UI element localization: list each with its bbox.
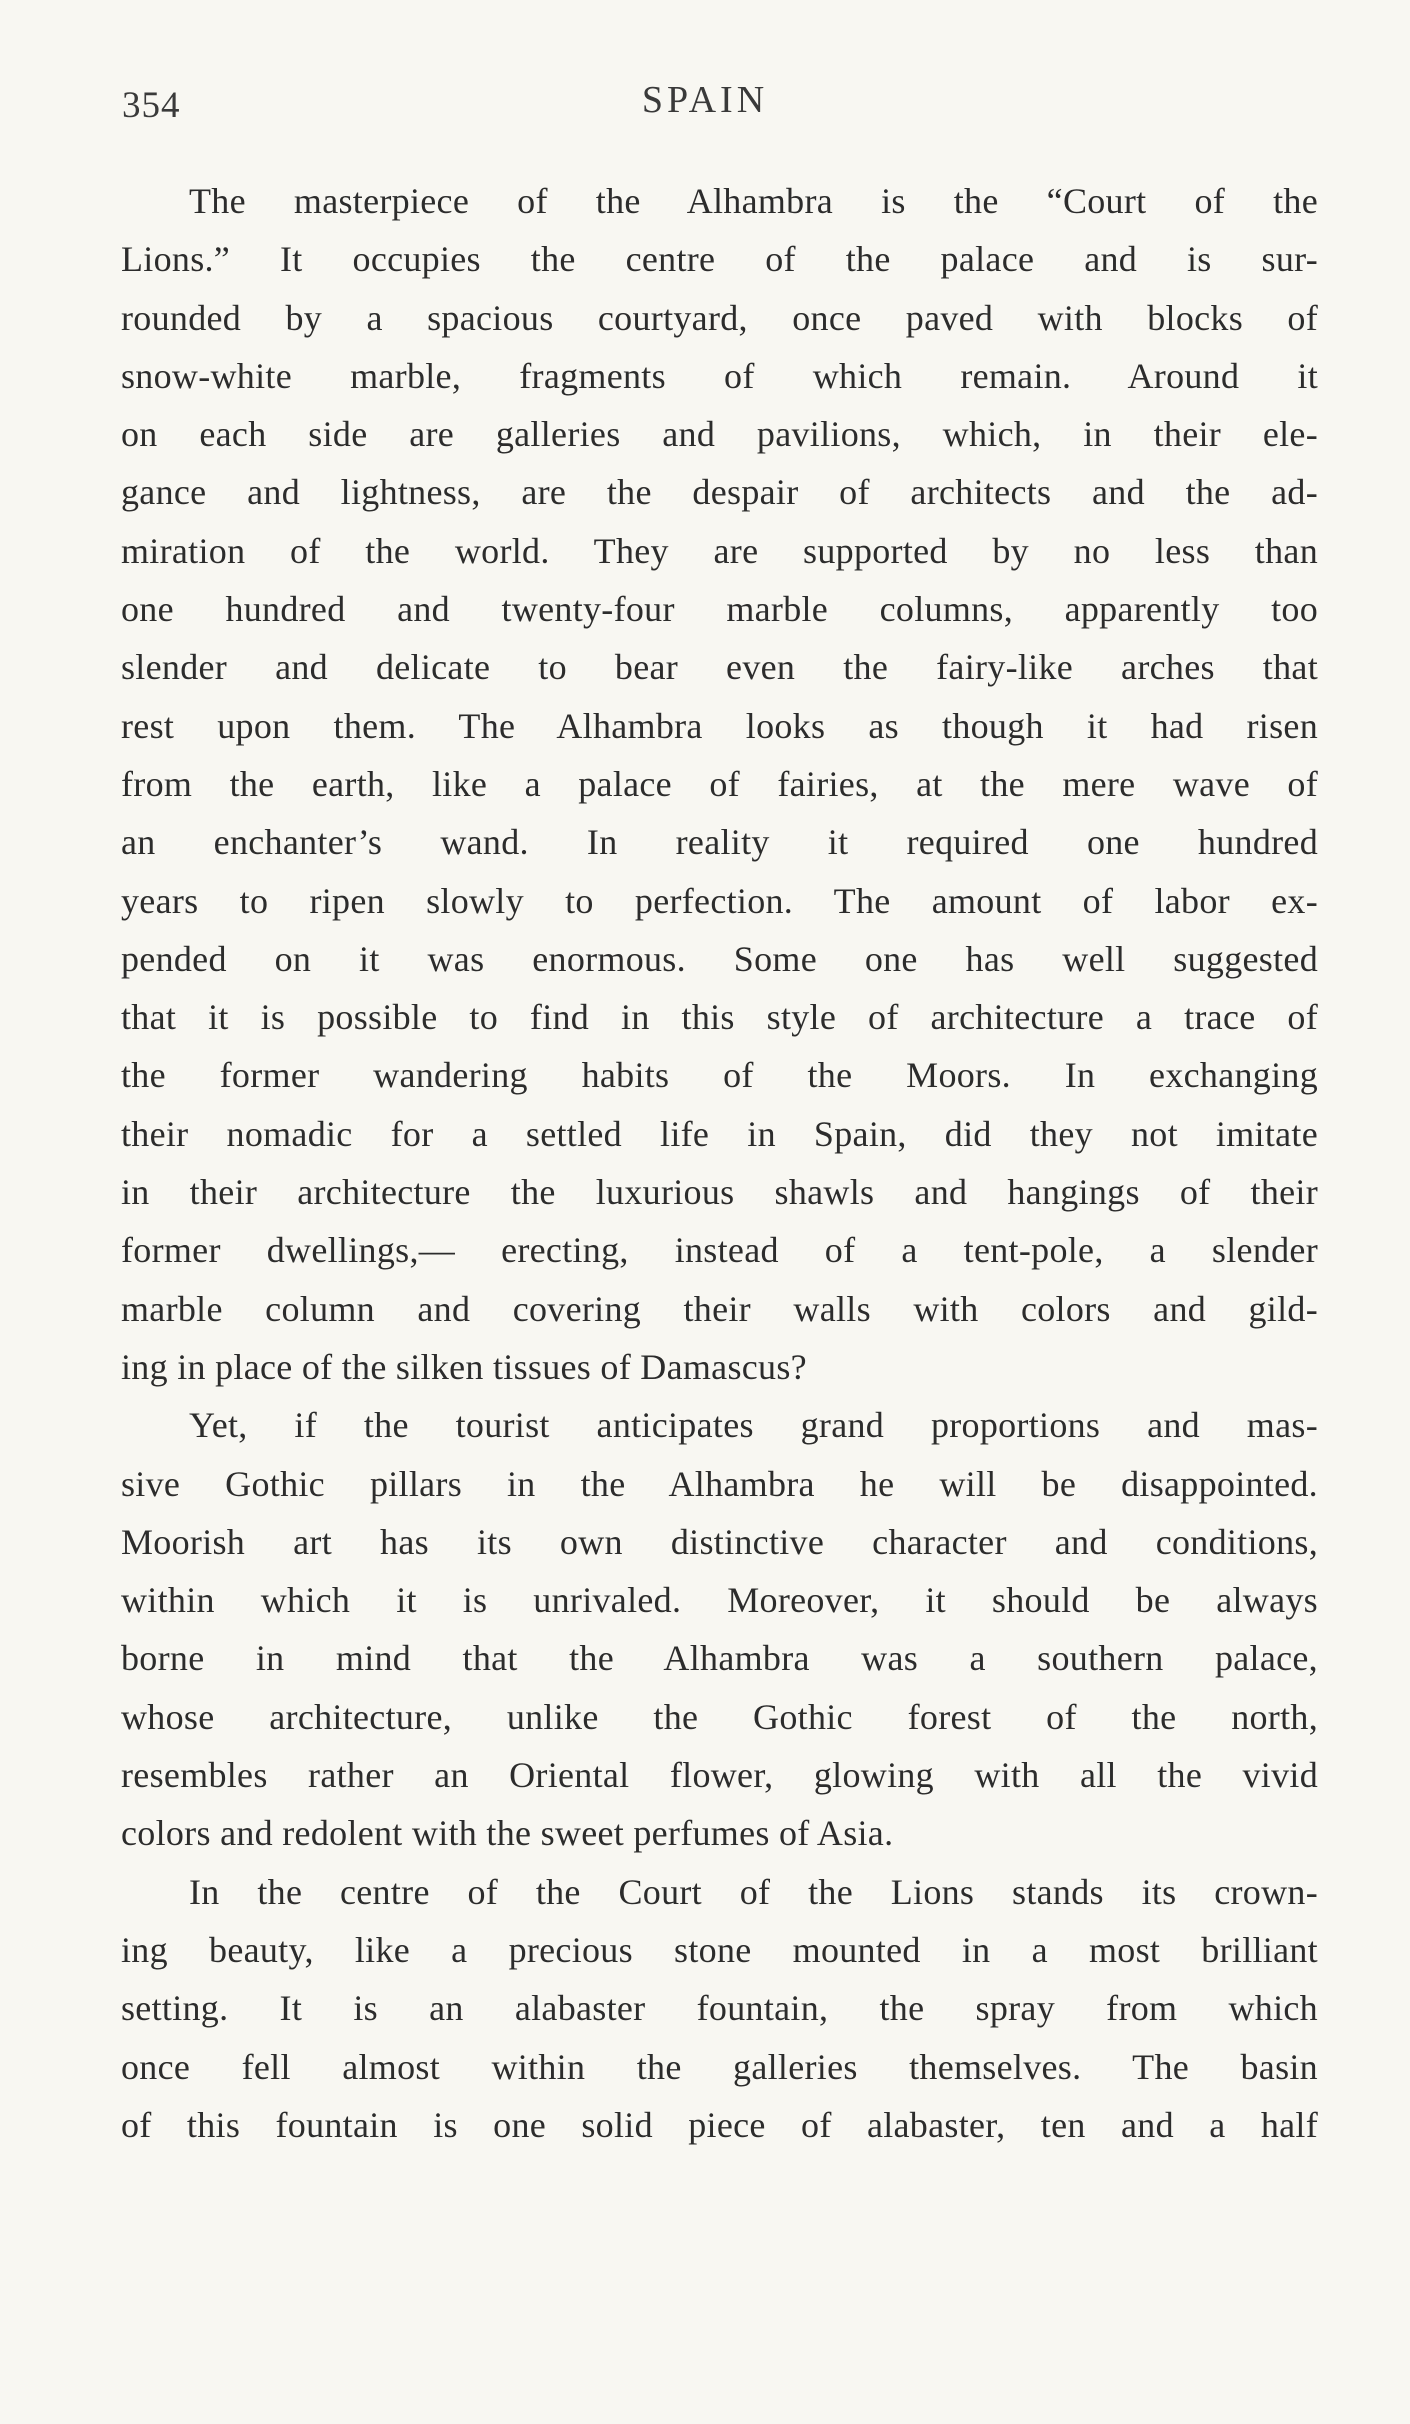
text-line: that it is possible to find in this style of architecture a trace of [121, 997, 1318, 1038]
text-line: former dwellings,— erecting, instead of a tent-pole, a slender [121, 1230, 1318, 1271]
text-line: setting. It is an alabaster fountain, the spray from which [121, 1988, 1318, 2029]
text-line: once fell almost within the galleries themselves. The basin [121, 2046, 1318, 2087]
text-line: Moorish art has its own distinctive character and conditions, [121, 1521, 1318, 1562]
text-line: ing in place of the silken tissues of Damascus? [121, 1346, 807, 1387]
running-head: SPAIN [641, 79, 769, 121]
text-line: within which it is unrivaled. Moreover, it should be always [121, 1580, 1318, 1621]
text-line: rounded by a spacious courtyard, once paved with blocks of [121, 297, 1318, 338]
text-line: marble column and covering their walls with colors and gild- [121, 1288, 1318, 1329]
text-line: The masterpiece of the Alhambra is the “Court of the [189, 181, 1318, 221]
text-line: the former wandering habits of the Moors. In exchanging [121, 1055, 1318, 1096]
text-line: pended on it was enormous. Some one has well suggested [121, 938, 1318, 979]
text-line: gance and lightness, are the despair of architects and the ad- [121, 472, 1318, 513]
text-line: borne in mind that the Alhambra was a southern palace, [121, 1638, 1318, 1679]
body-text [121, 172, 1318, 2154]
text-line: sive Gothic pillars in the Alhambra he will be disappointed. [121, 1463, 1318, 1504]
text-line: their nomadic for a settled life in Spain, did they not imitate [121, 1113, 1318, 1154]
text-line: an enchanter’s wand. In reality it required one hundred [121, 822, 1318, 863]
text-line: one hundred and twenty-four marble columns, apparently too [121, 589, 1318, 630]
text-line: whose architecture, unlike the Gothic forest of the north, [121, 1696, 1318, 1737]
text-line: Lions.” It occupies the centre of the palace and is sur- [121, 239, 1318, 280]
text-line: colors and redolent with the sweet perfumes of Asia. [121, 1813, 894, 1854]
text-line: In the centre of the Court of the Lions stands its crown- [189, 1871, 1318, 1912]
text-line: from the earth, like a palace of fairies, at the mere wave of [121, 763, 1318, 804]
page-number: 354 [122, 85, 181, 126]
text-line: of this fountain is one solid piece of alabaster, ten and a half [121, 2104, 1318, 2145]
text-line: ing beauty, like a precious stone mounted in a most brilliant [121, 1929, 1318, 1970]
text-line: on each side are galleries and pavilions, which, in their ele- [121, 414, 1318, 455]
text-line: years to ripen slowly to perfection. The amount of labor ex- [121, 880, 1318, 921]
text-line: slender and delicate to bear even the fairy-like arches that [121, 647, 1318, 688]
text-line: in their architecture the luxurious shawls and hangings of their [121, 1172, 1318, 1213]
text-line: rest upon them. The Alhambra looks as though it had risen [121, 705, 1318, 746]
text-line: snow-white marble, fragments of which remain. Around it [121, 355, 1318, 396]
text-line: miration of the world. They are supported by no less than [121, 530, 1318, 571]
text-line: Yet, if the tourist anticipates grand proportions and mas- [189, 1405, 1318, 1446]
text-line: resembles rather an Oriental flower, glowing with all the vivid [121, 1755, 1318, 1796]
